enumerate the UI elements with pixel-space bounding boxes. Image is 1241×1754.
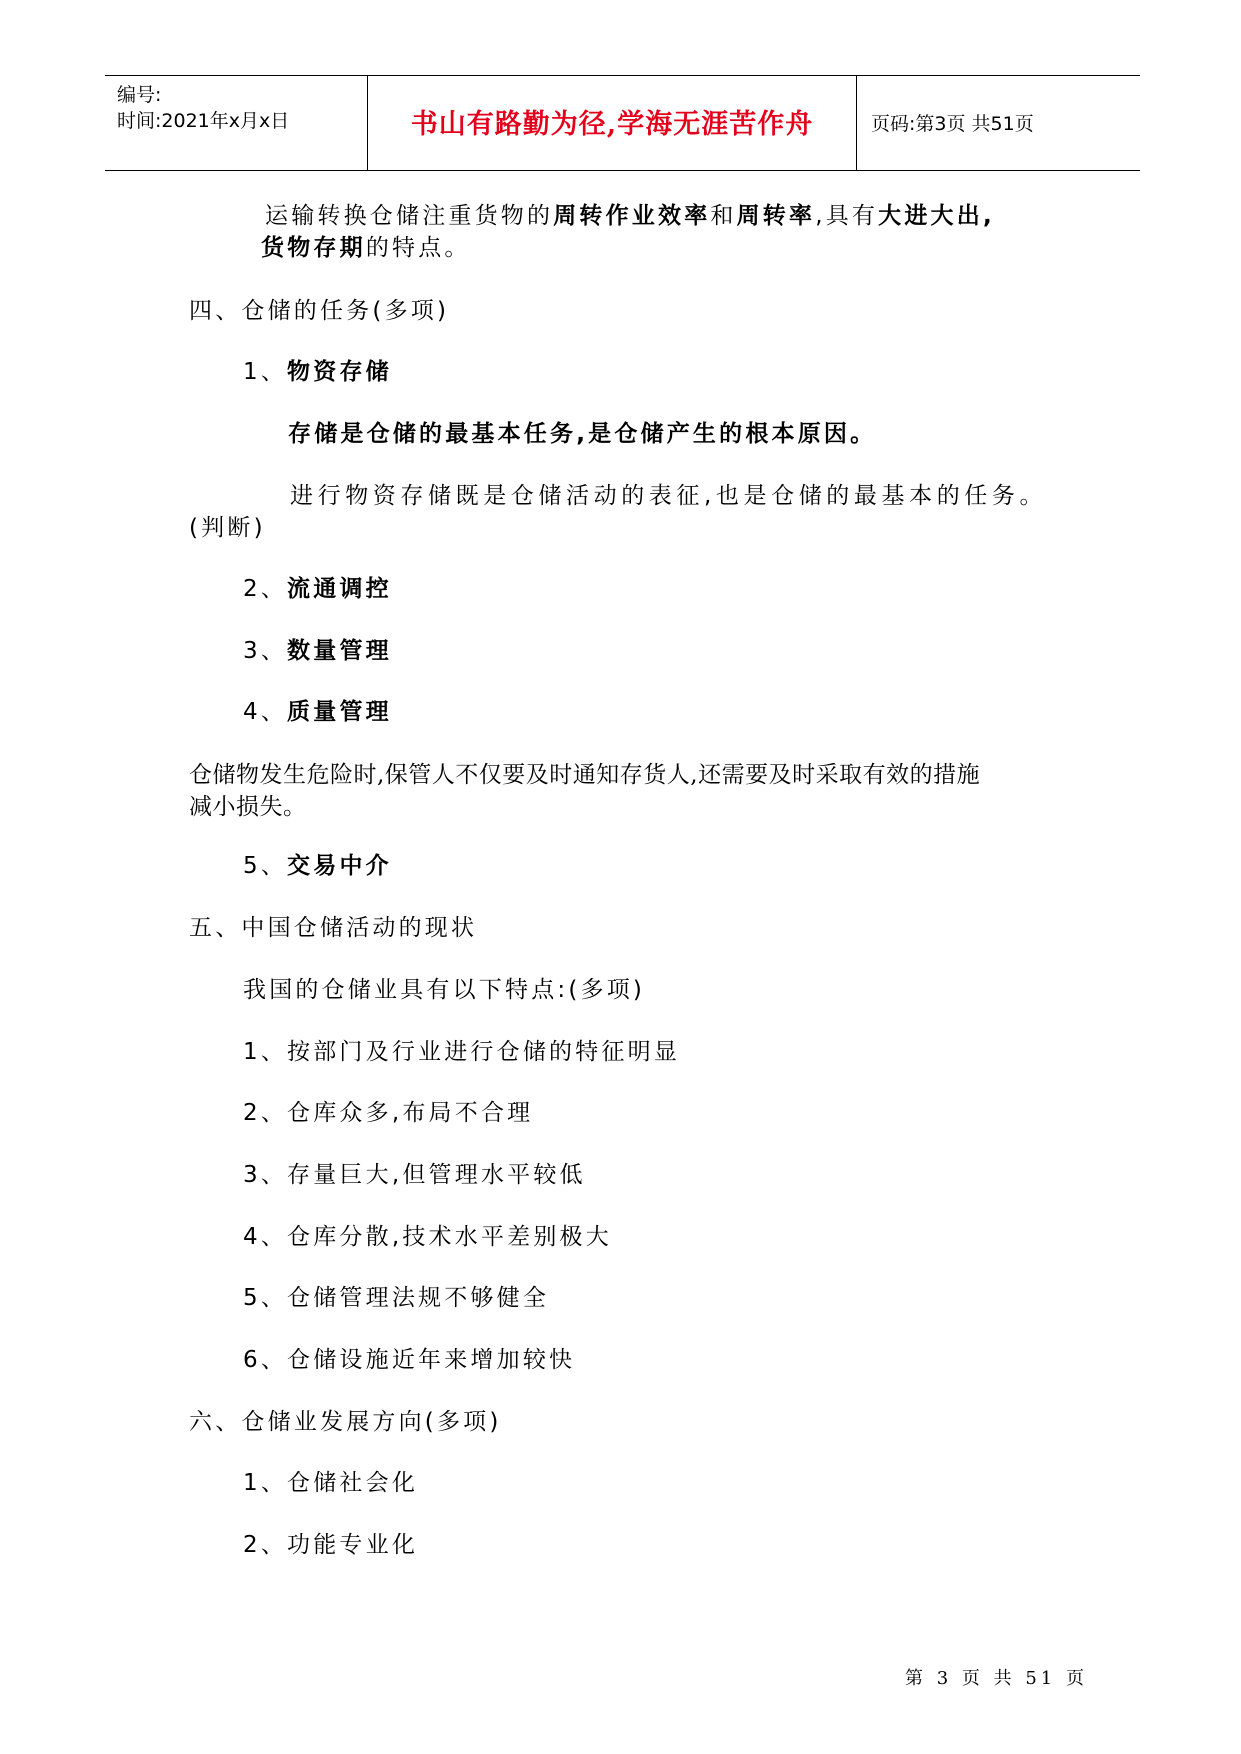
list-item: 3、存量巨大,但管理水平较低: [243, 1162, 586, 1188]
paragraph-storage-line2: (判断): [189, 515, 266, 541]
list-item: 2、仓库众多,布局不合理: [243, 1100, 534, 1126]
header-motto-cell: [367, 76, 857, 170]
item-heading: 流通调控: [287, 576, 392, 602]
header-page-cell: [857, 76, 1140, 170]
page-footer: 第 3 页 共 51 页: [905, 1668, 1088, 1689]
section-4-title: 四、仓储的任务(多项): [189, 298, 450, 324]
paragraph-storage-line1: 进行物资存储既是仓储活动的表征,也是仓储的最基本的任务。: [290, 483, 1048, 509]
bold-span: 大进大出,: [878, 203, 995, 229]
header-number-label: 编号:: [117, 84, 162, 106]
header-page-label: 页码:第3页 共51页: [871, 113, 1034, 135]
item-heading: 数量管理: [287, 638, 392, 664]
section-5-title: 五、中国仓储活动的现状: [189, 915, 478, 941]
list-item: 2、功能专业化: [243, 1532, 419, 1558]
bold-span: 周转作业效率: [553, 203, 711, 229]
bold-span: 周转率: [736, 203, 816, 229]
item-number: 5、: [243, 853, 288, 879]
list-item: [243, 693, 392, 726]
header-time-label: 时间:2021年x月x日: [117, 110, 290, 132]
section-5-intro: 我国的仓储业具有以下特点:(多项): [243, 977, 646, 1003]
text-span: 的特点。: [365, 235, 471, 261]
list-item: 1、仓储社会化: [243, 1470, 419, 1496]
text-span: 运输转换仓储注重货物的: [265, 203, 554, 229]
text-span: ,具有: [815, 203, 879, 229]
list-item: 4、仓库分散,技术水平差别极大: [243, 1224, 612, 1250]
page-header: [105, 75, 1140, 171]
item-number: 3、: [243, 638, 288, 664]
item-number: 1、: [243, 359, 288, 385]
paragraph-quality-line1: 仓储物发生危险时,保管人不仅要及时通知存货人,还需要及时采取有效的措施: [189, 762, 981, 788]
paragraph-transport-line1: [265, 197, 995, 230]
paragraph-transport-line2: [261, 229, 471, 262]
header-meta-cell: [105, 76, 367, 170]
item-number: 4、: [243, 699, 288, 725]
list-item: 5、仓储管理法规不够健全: [243, 1285, 550, 1311]
bold-span: 货物存期: [261, 235, 366, 261]
list-item: 6、仓储设施近年来增加较快: [243, 1347, 576, 1373]
text-span: 和: [710, 203, 737, 229]
header-motto: 书山有路勤为径,学海无涯苦作舟: [410, 109, 814, 140]
item-heading: 物资存储: [287, 359, 392, 385]
list-item: [243, 353, 392, 386]
paragraph-quality-line2: 减小损失。: [189, 794, 307, 820]
section-6-title: 六、仓储业发展方向(多项): [189, 1409, 502, 1435]
item-heading: 交易中介: [287, 853, 392, 879]
list-item: 1、按部门及行业进行仓储的特征明显: [243, 1039, 681, 1065]
item-heading: 质量管理: [287, 699, 392, 725]
list-item: [243, 847, 392, 880]
bold-statement: 存储是仓储的最基本任务,是仓储产生的根本原因。: [288, 421, 877, 447]
list-item: [243, 570, 392, 603]
item-number: 2、: [243, 576, 288, 602]
list-item: [243, 632, 392, 665]
